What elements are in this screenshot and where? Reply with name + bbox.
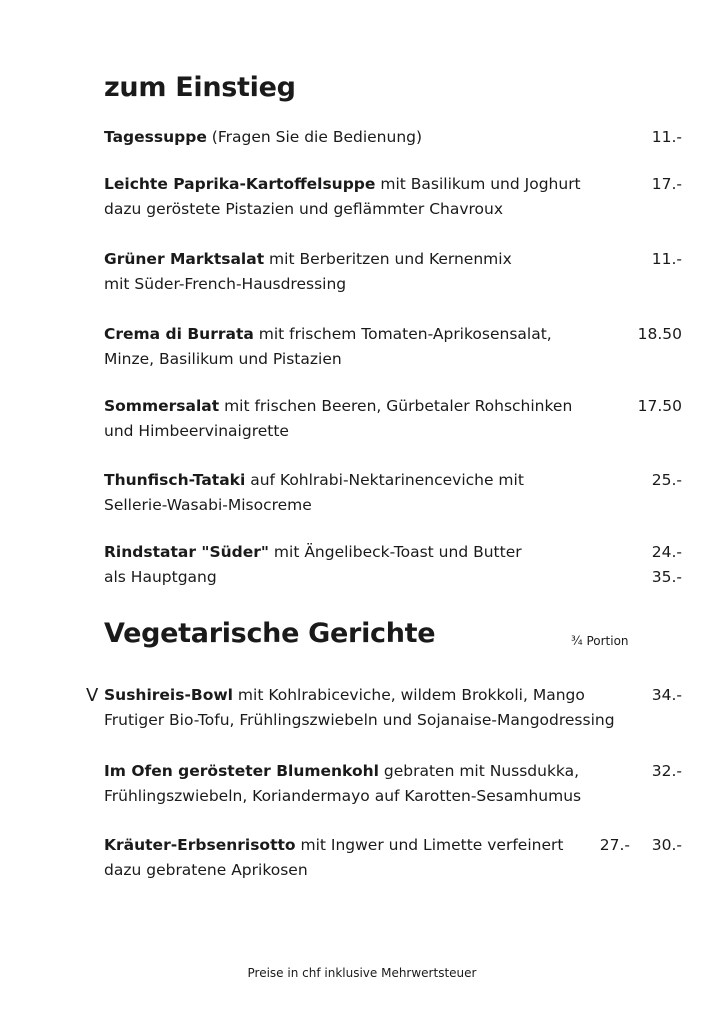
footer-note: Preise in chf inklusive Mehrwertsteuer xyxy=(247,966,477,980)
dish-line xyxy=(104,247,684,272)
dish-line xyxy=(104,468,684,493)
dish-price: 24.- xyxy=(651,543,682,561)
dish-thunfisch-tataki xyxy=(104,468,684,518)
dish-description: mit Berberitzen und Kernenmix xyxy=(264,250,512,268)
dish-crema-di-burrata xyxy=(104,322,684,372)
dish-paprika-kartoffelsuppe xyxy=(104,172,684,222)
dish-line xyxy=(104,172,684,197)
dish-price: 25.- xyxy=(651,471,682,489)
dish-rindstatar xyxy=(104,540,684,590)
dish-line: dazu gebratene Aprikosen xyxy=(104,861,308,879)
dish-name: Tagessuppe xyxy=(104,128,207,146)
dish-line xyxy=(104,322,684,347)
dish-name: Grüner Marktsalat xyxy=(104,250,265,268)
dish-line: Sellerie-Wasabi-Misocreme xyxy=(104,496,312,514)
dish-description: mit frischem Tomaten-Aprikosensalat, xyxy=(253,325,552,343)
dish-line: dazu geröstete Pistazien und geflämmter Chavroux xyxy=(104,200,504,218)
dish-line xyxy=(104,759,684,784)
dish-line xyxy=(104,833,684,858)
dish-name: Rindstatar "Süder" xyxy=(104,543,269,561)
dish-description: gebraten mit Nussdukka, xyxy=(378,762,580,780)
dish-price: 17.50 xyxy=(637,397,682,415)
dish-sushireis-bowl xyxy=(86,683,684,733)
dish-line xyxy=(104,394,684,419)
dish-line: Frutiger Bio-Tofu, Frühlingszwiebeln und Sojanaise-Mangodressing xyxy=(104,711,615,729)
dish-price: 11.- xyxy=(651,128,682,146)
dish-name: Sommersalat xyxy=(104,397,220,415)
dish-line xyxy=(104,565,684,590)
dish-name: Thunfisch-Tataki xyxy=(104,471,246,489)
dish-price: 17.- xyxy=(651,175,682,193)
dish-tagessuppe xyxy=(104,125,684,150)
dish-description: (Fragen Sie die Bedienung) xyxy=(206,128,423,146)
dish-name: Kräuter-Erbsenrisotto xyxy=(104,836,296,854)
section-title-vegetarian: Vegetarische Gerichte xyxy=(104,618,436,649)
portion-note: ¾ Portion xyxy=(571,634,629,648)
dish-line: Frühlingszwiebeln, Koriandermayo auf Karotten-Sesamhumus xyxy=(104,787,582,805)
dish-line xyxy=(104,125,684,150)
dish-description: mit Basilikum und Joghurt xyxy=(375,175,581,193)
dish-name: Crema di Burrata xyxy=(104,325,254,343)
dish-blumenkohl xyxy=(104,759,684,809)
dish-price: 34.- xyxy=(651,686,682,704)
dish-line xyxy=(104,540,684,565)
dish-line: mit Süder-French-Hausdressing xyxy=(104,275,347,293)
dish-description: mit Ängelibeck-Toast und Butter xyxy=(268,543,522,561)
dish-name: Leichte Paprika-Kartoffelsuppe xyxy=(104,175,376,193)
dish-description: mit Kohlrabiceviche, wildem Brokkoli, Mango xyxy=(233,686,585,704)
dish-description: mit Ingwer und Limette verfeinert xyxy=(295,836,564,854)
dish-erbsenrisotto xyxy=(104,833,684,883)
dish-line xyxy=(86,683,684,708)
dish-description: auf Kohlrabi-Nektarinenceviche mit xyxy=(245,471,524,489)
section-title-starters: zum Einstieg xyxy=(104,72,296,103)
dish-line: und Himbeervinaigrette xyxy=(104,422,289,440)
vegan-icon: V xyxy=(86,685,99,706)
dish-price: 11.- xyxy=(651,250,682,268)
dish-price-portion: 27.- xyxy=(599,836,630,854)
dish-description: mit frischen Beeren, Gürbetaler Rohschinken xyxy=(219,397,573,415)
dish-description: als Hauptgang xyxy=(104,568,217,586)
dish-line: Minze, Basilikum und Pistazien xyxy=(104,350,342,368)
dish-gruener-marktsalat xyxy=(104,247,684,297)
dish-sommersalat xyxy=(104,394,684,444)
dish-price: 30.- xyxy=(651,836,682,854)
dish-price-main-course: 35.- xyxy=(651,568,682,586)
dish-name: Sushireis-Bowl xyxy=(104,686,233,704)
dish-price: 18.50 xyxy=(637,325,682,343)
dish-price: 32.- xyxy=(651,762,682,780)
dish-name: Im Ofen gerösteter Blumenkohl xyxy=(104,762,379,780)
